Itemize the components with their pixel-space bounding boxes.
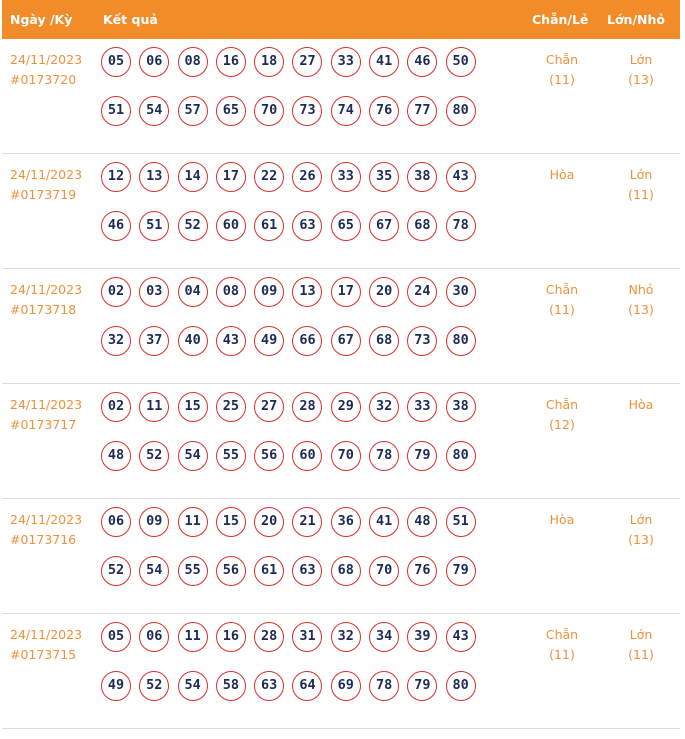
draw-id-link[interactable]: #0173719: [10, 187, 77, 202]
number-ball: 41: [369, 507, 399, 537]
number-ball: 55: [216, 441, 246, 471]
ball-line: [101, 392, 501, 422]
number-ball: 49: [101, 671, 131, 701]
number-ball: 30: [446, 277, 476, 307]
number-ball: 80: [446, 96, 476, 126]
number-ball: 28: [254, 622, 284, 652]
number-ball: 20: [254, 507, 284, 537]
number-ball: 24: [407, 277, 437, 307]
number-ball: 46: [101, 211, 131, 241]
number-ball: 77: [407, 96, 437, 126]
table-row: [2, 39, 680, 154]
number-ball: 70: [254, 96, 284, 126]
number-ball: 40: [178, 326, 208, 356]
number-ball: 63: [292, 556, 322, 586]
lonnho-value: Nhỏ: [628, 282, 654, 297]
number-ball: 46: [407, 47, 437, 77]
header-chanle: Chẵn/Lẻ: [532, 12, 589, 27]
ball-line: [101, 326, 501, 356]
result-balls: [101, 47, 501, 145]
draw-info: [10, 165, 82, 205]
number-ball: 52: [101, 556, 131, 586]
number-ball: 15: [178, 392, 208, 422]
number-ball: 27: [292, 47, 322, 77]
number-ball: 43: [216, 326, 246, 356]
number-ball: 37: [139, 326, 169, 356]
chanle-value: Chẵn: [545, 627, 579, 642]
table-row: [2, 384, 680, 499]
table-row: [2, 499, 680, 614]
result-balls: [101, 162, 501, 260]
number-ball: 13: [139, 162, 169, 192]
number-ball: 76: [407, 556, 437, 586]
number-ball: 09: [139, 507, 169, 537]
table-body: [2, 39, 680, 729]
number-ball: 32: [331, 622, 361, 652]
draw-info: [10, 395, 82, 435]
chanle-value: Chẵn: [545, 282, 579, 297]
number-ball: 80: [446, 326, 476, 356]
draw-id-link[interactable]: #0173717: [10, 417, 77, 432]
number-ball: 51: [101, 96, 131, 126]
lonnho-value: Lớn: [629, 167, 653, 182]
number-ball: 17: [331, 277, 361, 307]
lonnho-count: (13): [628, 532, 654, 547]
lonnho-value: Lớn: [629, 627, 653, 642]
lonnho-value: Lớn: [629, 512, 653, 527]
number-ball: 52: [139, 441, 169, 471]
chanle-count: (12): [549, 417, 575, 432]
chanle-cell: [527, 510, 597, 530]
number-ball: 05: [101, 622, 131, 652]
number-ball: 61: [254, 556, 284, 586]
number-ball: 66: [292, 326, 322, 356]
number-ball: 55: [178, 556, 208, 586]
lonnho-value: Lớn: [629, 52, 653, 67]
chanle-cell: [527, 165, 597, 185]
chanle-cell: [527, 395, 597, 435]
number-ball: 57: [178, 96, 208, 126]
table-row: [2, 614, 680, 729]
number-ball: 74: [331, 96, 361, 126]
number-ball: 20: [369, 277, 399, 307]
draw-date: 24/11/2023: [10, 627, 83, 642]
number-ball: 79: [446, 556, 476, 586]
number-ball: 52: [139, 671, 169, 701]
ball-line: [101, 96, 501, 126]
lonnho-count: (13): [628, 302, 654, 317]
lonnho-count: (13): [628, 72, 654, 87]
number-ball: 61: [254, 211, 284, 241]
number-ball: 56: [254, 441, 284, 471]
draw-date: 24/11/2023: [10, 52, 83, 67]
chanle-cell: [527, 50, 597, 90]
draw-info: [10, 510, 82, 550]
number-ball: 38: [407, 162, 437, 192]
number-ball: 25: [216, 392, 246, 422]
number-ball: 21: [292, 507, 322, 537]
number-ball: 50: [446, 47, 476, 77]
number-ball: 68: [331, 556, 361, 586]
lonnho-cell: [606, 165, 676, 205]
number-ball: 05: [101, 47, 131, 77]
number-ball: 76: [369, 96, 399, 126]
ball-line: [101, 441, 501, 471]
lonnho-count: (11): [628, 647, 654, 662]
chanle-value: Hòa: [549, 512, 575, 527]
chanle-value: Chẵn: [545, 52, 579, 67]
ball-line: [101, 622, 501, 652]
number-ball: 35: [369, 162, 399, 192]
draw-info: [10, 625, 82, 665]
chanle-value: Chẵn: [545, 397, 579, 412]
number-ball: 28: [292, 392, 322, 422]
ball-line: [101, 277, 501, 307]
number-ball: 26: [292, 162, 322, 192]
number-ball: 18: [254, 47, 284, 77]
number-ball: 13: [292, 277, 322, 307]
number-ball: 27: [254, 392, 284, 422]
lonnho-count: (11): [628, 187, 654, 202]
results-table: [2, 0, 680, 729]
lonnho-cell: [606, 395, 676, 415]
chanle-count: (11): [549, 647, 575, 662]
number-ball: 36: [331, 507, 361, 537]
header-date: Ngày /Kỳ: [10, 12, 73, 27]
draw-info: [10, 280, 82, 320]
draw-id-link[interactable]: #0173720: [10, 72, 77, 87]
number-ball: 33: [407, 392, 437, 422]
number-ball: 63: [254, 671, 284, 701]
ball-line: [101, 556, 501, 586]
number-ball: 41: [369, 47, 399, 77]
number-ball: 02: [101, 277, 131, 307]
number-ball: 16: [216, 47, 246, 77]
header-result: Kết quả: [103, 12, 158, 27]
number-ball: 34: [369, 622, 399, 652]
number-ball: 54: [139, 96, 169, 126]
lonnho-cell: [606, 510, 676, 550]
number-ball: 67: [369, 211, 399, 241]
number-ball: 11: [139, 392, 169, 422]
chanle-count: (11): [549, 302, 575, 317]
number-ball: 32: [101, 326, 131, 356]
number-ball: 49: [254, 326, 284, 356]
number-ball: 06: [101, 507, 131, 537]
number-ball: 70: [331, 441, 361, 471]
result-balls: [101, 392, 501, 490]
draw-id-link[interactable]: #0173715: [10, 647, 77, 662]
ball-line: [101, 162, 501, 192]
draw-date: 24/11/2023: [10, 397, 83, 412]
number-ball: 02: [101, 392, 131, 422]
lonnho-cell: [606, 625, 676, 665]
table-header: [2, 0, 680, 39]
lonnho-cell: [606, 280, 676, 320]
number-ball: 06: [139, 47, 169, 77]
result-balls: [101, 507, 501, 605]
number-ball: 06: [139, 622, 169, 652]
number-ball: 67: [331, 326, 361, 356]
chanle-value: Hòa: [549, 167, 575, 182]
number-ball: 43: [446, 622, 476, 652]
lonnho-value: Hòa: [628, 397, 654, 412]
number-ball: 73: [292, 96, 322, 126]
draw-date: 24/11/2023: [10, 167, 83, 182]
number-ball: 78: [369, 441, 399, 471]
number-ball: 69: [331, 671, 361, 701]
number-ball: 08: [216, 277, 246, 307]
number-ball: 68: [407, 211, 437, 241]
number-ball: 80: [446, 671, 476, 701]
chanle-cell: [527, 625, 597, 665]
number-ball: 60: [216, 211, 246, 241]
number-ball: 11: [178, 507, 208, 537]
number-ball: 29: [331, 392, 361, 422]
number-ball: 08: [178, 47, 208, 77]
draw-date: 24/11/2023: [10, 512, 83, 527]
number-ball: 09: [254, 277, 284, 307]
table-row: [2, 154, 680, 269]
number-ball: 39: [407, 622, 437, 652]
number-ball: 15: [216, 507, 246, 537]
number-ball: 65: [216, 96, 246, 126]
number-ball: 14: [178, 162, 208, 192]
lonnho-cell: [606, 50, 676, 90]
number-ball: 31: [292, 622, 322, 652]
number-ball: 65: [331, 211, 361, 241]
number-ball: 79: [407, 671, 437, 701]
number-ball: 73: [407, 326, 437, 356]
draw-date: 24/11/2023: [10, 282, 83, 297]
table-row: [2, 269, 680, 384]
number-ball: 54: [178, 441, 208, 471]
number-ball: 12: [101, 162, 131, 192]
number-ball: 80: [446, 441, 476, 471]
number-ball: 22: [254, 162, 284, 192]
ball-line: [101, 47, 501, 77]
number-ball: 56: [216, 556, 246, 586]
number-ball: 63: [292, 211, 322, 241]
chanle-count: (11): [549, 72, 575, 87]
ball-line: [101, 211, 501, 241]
result-balls: [101, 277, 501, 375]
ball-line: [101, 507, 501, 537]
number-ball: 52: [178, 211, 208, 241]
draw-id-link[interactable]: #0173718: [10, 302, 77, 317]
number-ball: 78: [446, 211, 476, 241]
number-ball: 32: [369, 392, 399, 422]
number-ball: 79: [407, 441, 437, 471]
number-ball: 48: [407, 507, 437, 537]
number-ball: 03: [139, 277, 169, 307]
header-lonnho: Lớn/Nhỏ: [607, 12, 665, 27]
number-ball: 33: [331, 162, 361, 192]
number-ball: 33: [331, 47, 361, 77]
chanle-cell: [527, 280, 597, 320]
number-ball: 38: [446, 392, 476, 422]
number-ball: 70: [369, 556, 399, 586]
number-ball: 68: [369, 326, 399, 356]
draw-id-link[interactable]: #0173716: [10, 532, 77, 547]
draw-info: [10, 50, 82, 90]
number-ball: 48: [101, 441, 131, 471]
number-ball: 11: [178, 622, 208, 652]
result-balls: [101, 622, 501, 720]
number-ball: 16: [216, 622, 246, 652]
number-ball: 51: [139, 211, 169, 241]
number-ball: 17: [216, 162, 246, 192]
number-ball: 54: [139, 556, 169, 586]
number-ball: 43: [446, 162, 476, 192]
number-ball: 78: [369, 671, 399, 701]
number-ball: 54: [178, 671, 208, 701]
number-ball: 51: [446, 507, 476, 537]
ball-line: [101, 671, 501, 701]
number-ball: 04: [178, 277, 208, 307]
number-ball: 64: [292, 671, 322, 701]
number-ball: 58: [216, 671, 246, 701]
number-ball: 60: [292, 441, 322, 471]
